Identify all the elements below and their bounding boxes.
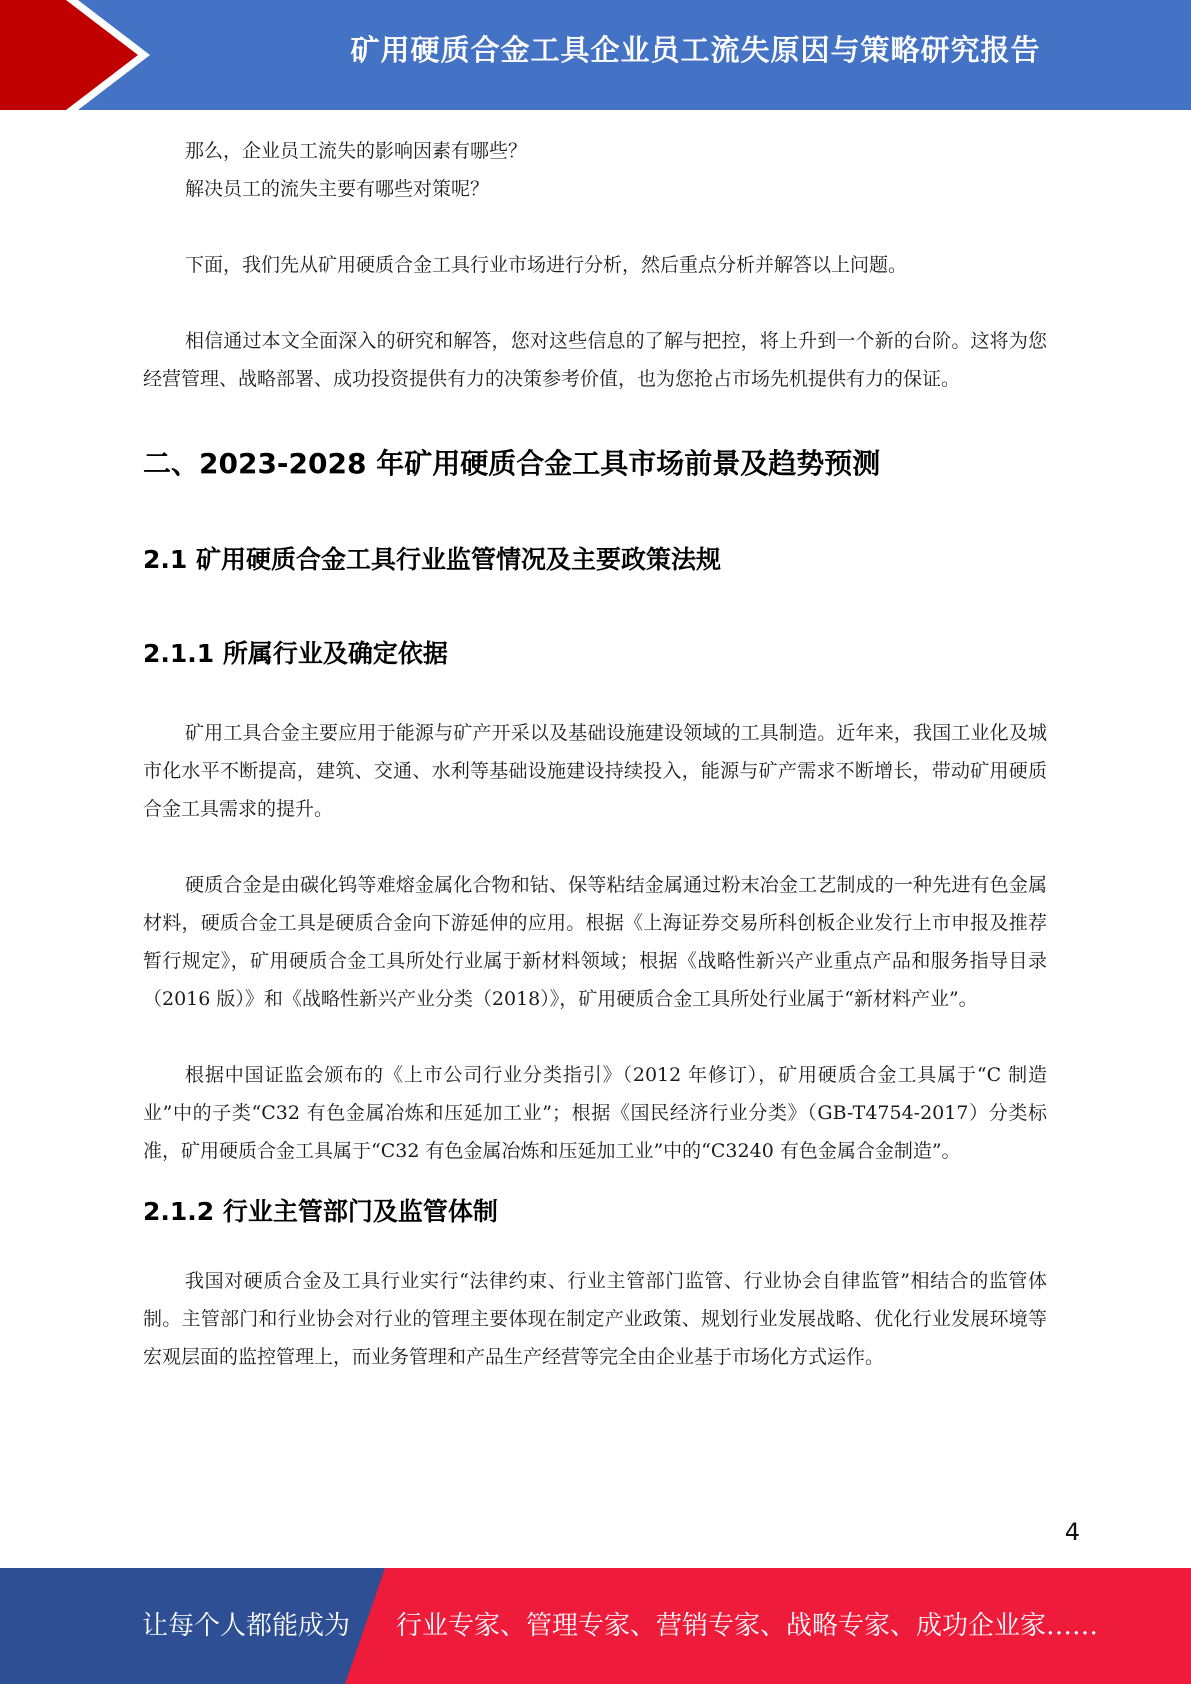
page-number: 4 (1064, 1518, 1080, 1546)
paragraph-believe: 相信通过本文全面深入的研究和解答，您对这些信息的了解与把控，将上升到一个新的台阶。这将为您经营管理、战略部署、成功投资提供有力的决策参考价值，也为您抢占市场先机提供有力的保证。 (143, 330, 1047, 390)
section-title: 二、2023-2028 年矿用硬质合金工具市场前景及趋势预测 (143, 447, 881, 480)
page-content (143, 132, 1047, 1376)
header-banner (0, 0, 1191, 110)
paragraph-next: 下面，我们先从矿用硬质合金工具行业市场进行分析，然后重点分析并解答以上问题。 (185, 254, 908, 276)
paragraph: 我国对硬质合金及工具行业实行“法律约束、行业主管部门监管、行业协会自律监管”相结合的监管体制。主管部门和行业协会对行业的管理主要体现在制定产业政策、规划行业发展战略、优化行业发展环境等宏观层面的监控管理上，而业务管理和产品生产经营等完全由企业基于市场化方式运作。 (143, 1270, 1047, 1368)
subsection-title: 2.1 矿用硬质合金工具行业监管情况及主要政策法规 (143, 545, 721, 574)
subsubsection-title: 2.1.2 行业主管部门及监管体制 (143, 1197, 498, 1226)
header-arrow-icon (0, 0, 140, 110)
intro-line: 那么，企业员工流失的影响因素有哪些？ (185, 140, 528, 162)
paragraph: 根据中国证监会颁布的《上市公司行业分类指引》（2012 年修订），矿用硬质合金工具属于“C 制造业”中的子类“C32 有色金属冶炼和压延加工业”；根据《国民经济行业分类》（GB-T4754-2017）分类标准，矿用硬质合金工具属于“C32 有色金属冶炼和压延加工业”中的“C3240 有色金属合金制造”。 (143, 1064, 1047, 1162)
footer-slogan-right: 行业专家、管理专家、营销专家、战略专家、成功企业家…… (396, 1611, 1099, 1641)
paragraph: 硬质合金是由碳化钨等难熔金属化合物和钴、保等粘结金属通过粉末冶金工艺制成的一种先进有色金属材料，硬质合金工具是硬质合金向下游延伸的应用。根据《上海证券交易所科创板企业发行上市申报及推荐暂行规定》，矿用硬质合金工具所处行业属于新材料领域；根据《战略性新兴产业重点产品和服务指导目录（2016 版）》和《战略性新兴产业分类（2018）》，矿用硬质合金工具所处行业属于“新材料产业”。 (143, 874, 1047, 1010)
footer-slogan-left: 让每个人都能成为 (142, 1611, 351, 1641)
footer-banner (0, 1568, 1191, 1684)
intro-line: 解决员工的流失主要有哪些对策呢？ (185, 178, 490, 200)
subsubsection-title: 2.1.1 所属行业及确定依据 (143, 639, 448, 668)
report-title: 矿用硬质合金工具企业员工流失原因与策略研究报告 (350, 33, 1041, 67)
paragraph: 矿用工具合金主要应用于能源与矿产开采以及基础设施建设领域的工具制造。近年来，我国工业化及城市化水平不断提高，建筑、交通、水利等基础设施建设持续投入，能源与矿产需求不断增长，带动矿用硬质合金工具需求的提升。 (143, 722, 1047, 820)
